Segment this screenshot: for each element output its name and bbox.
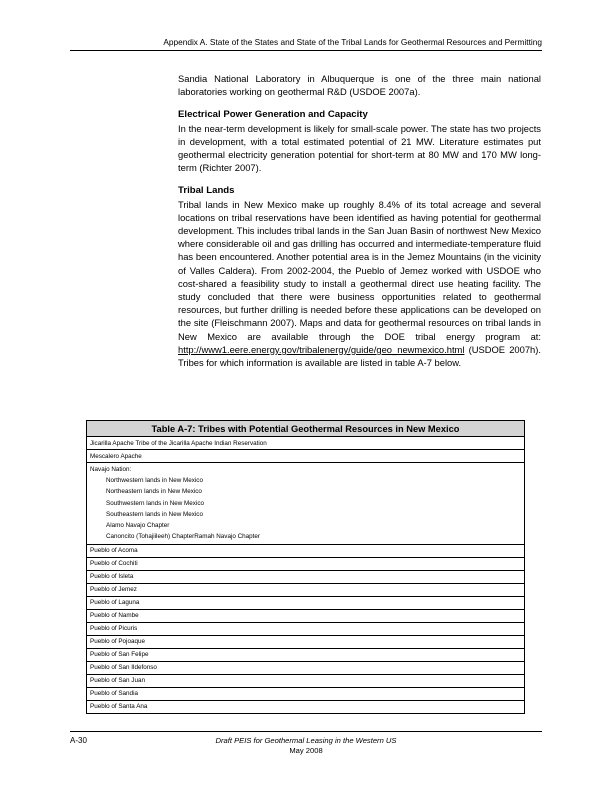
table-row-pueblo: Pueblo of Sandia xyxy=(87,687,525,700)
table-row-pueblo: Pueblo of Santa Ana xyxy=(87,700,525,713)
footer-center xyxy=(180,736,432,756)
navajo-item: Northwestern lands in New Mexico xyxy=(106,477,203,484)
navajo-item: Southwestern lands in New Mexico xyxy=(106,499,204,507)
navajo-item: Northeastern lands in New Mexico xyxy=(106,488,202,496)
section-heading-power: Electrical Power Generation and Capacity xyxy=(178,109,368,121)
intro-paragraph: Sandia National Laboratory in Albuquerque is one of the three main national laboratories working on geothermal R&D (USDOE 2007a). xyxy=(178,73,541,98)
table-row-pueblo: Pueblo of Isleta xyxy=(87,570,525,583)
navajo-item: Southeastern lands in New Mexico xyxy=(106,510,203,518)
navajo-title: Navajo Nation: xyxy=(90,466,132,473)
table-row-mescalero: Mescalero Apache xyxy=(87,450,525,463)
table-row-pueblo: Pueblo of Laguna xyxy=(87,596,525,609)
table-row-jicarilla: Jicarilla Apache Tribe of the Jicarilla Apache Indian Reservation xyxy=(87,437,525,450)
table-row-pueblo: Pueblo of San Ildefonso xyxy=(87,661,525,674)
footer-rule xyxy=(70,731,542,732)
tribal-text-part2: (USDOE 2007h). Tribes for which information is available are listed in table A-7 below. xyxy=(178,343,541,369)
tribes-table xyxy=(86,420,525,714)
table-row-pueblo: Pueblo of Picuris xyxy=(87,622,525,635)
table-row-pueblo: Pueblo of Nambe xyxy=(87,609,525,622)
table-row-pueblo: Pueblo of Jemez xyxy=(87,583,525,596)
table-row-pueblo: Pueblo of San Felipe xyxy=(87,648,525,661)
table-row-navajo xyxy=(87,463,525,545)
navajo-item: Canoncito (Tohajiileeh) ChapterRamah Navajo Chapter xyxy=(106,533,261,541)
navajo-item: Alamo Navajo Chapter xyxy=(106,522,170,530)
header-rule xyxy=(70,50,542,51)
page-number: A-30 xyxy=(70,736,87,745)
table-row-pueblo: Pueblo of Acoma xyxy=(87,544,525,557)
footer-date: May 2008 xyxy=(289,746,323,756)
tribal-text-part1: Tribal lands in New Mexico make up roughly 8.4% of its total acreage and several locations on tribal reservations have been identified as having potential for geothermal development. This includes tribal lands in the San Juan Basin of northwest New Mexico where considerable oil and gas drilling has occurred and intermediate-temperature fluid has been encountered. Another potential area is in the Jemez Mountains (in the vicinity of Valles Caldera). From 2002-2004, the Pueblo of Jemez worked with USDOE who cost-shared a feasibility study to install a geothermal direct use heating facility. The study concluded that there were business opportunities related to geothermal resources, but further drilling is needed before these applications can be developed on the site (Fleischmann 2007). Maps and data for geothermal resources on tribal lands in New Mexico are available through the DOE tribal energy program at: xyxy=(178,198,541,342)
body-text xyxy=(178,72,541,369)
table-row-pueblo: Pueblo of Cochiti xyxy=(87,557,525,570)
section-heading-tribal-lands: Tribal Lands xyxy=(178,185,235,197)
table-row-pueblo: Pueblo of Pojoaque xyxy=(87,635,525,648)
doe-tribal-energy-link[interactable]: http://www1.eere.energy.gov/tribalenergy/guide/geo_newmexico.html xyxy=(178,343,465,355)
tribal-lands-paragraph xyxy=(178,198,541,370)
table-title: Table A-7: Tribes with Potential Geothermal Resources in New Mexico xyxy=(87,421,525,437)
table-row-pueblo: Pueblo of San Juan xyxy=(87,674,525,687)
footer-doc-title: Draft PEIS for Geothermal Leasing in the Western US xyxy=(215,736,397,745)
running-header: Appendix A. State of the States and State of the Tribal Lands for Geothermal Resources and Permitting xyxy=(163,37,542,47)
power-paragraph: In the near-term development is likely for small-scale power. The state has two projects in development, with a total estimated potential of 21 MW. Literature estimates put geothermal electricity generation potential for short-term at 80 MW and 170 MW long-term (Richter 2007). xyxy=(178,122,541,174)
